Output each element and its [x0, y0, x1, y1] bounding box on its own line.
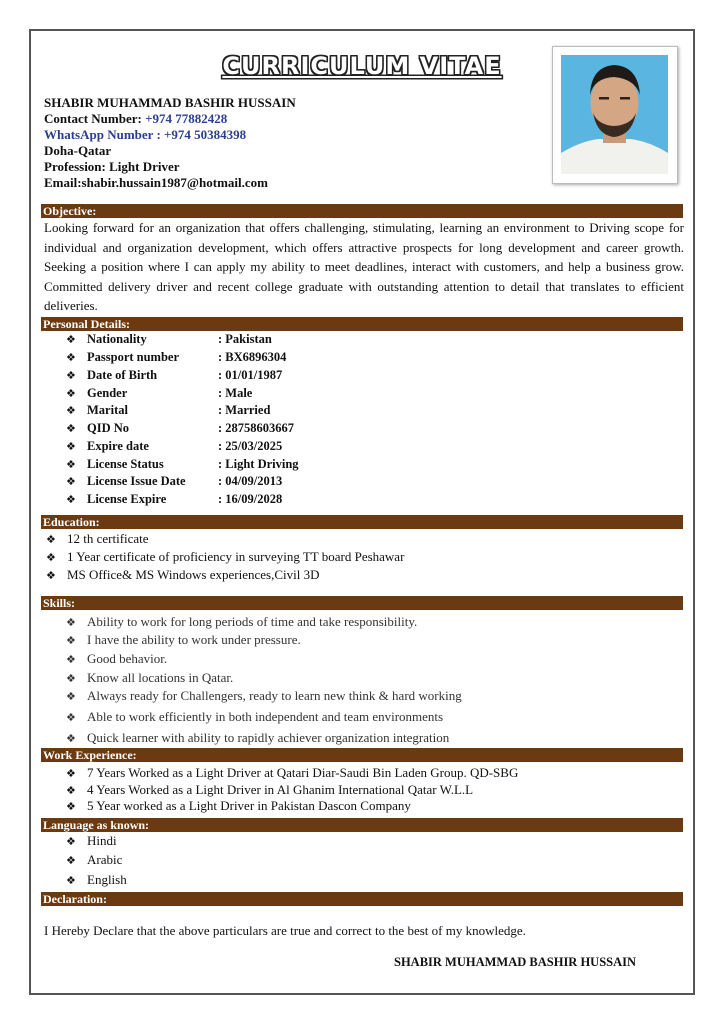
bullet-icon: ❖	[66, 387, 76, 400]
skill-item	[66, 729, 450, 747]
bullet-icon: ❖	[46, 533, 56, 546]
list-item-text: Quick learner with ability to rapidly achiever organization integration	[87, 730, 450, 745]
detail-value: : Light Driving	[218, 457, 299, 471]
bullet-icon: ❖	[66, 440, 76, 453]
section-header-declaration: Declaration:	[41, 892, 683, 906]
education-item	[46, 566, 320, 584]
full-name: SHABIR MUHAMMAD BASHIR HUSSAIN	[44, 95, 296, 110]
profile-photo	[561, 55, 668, 174]
detail-key: Nationality	[87, 332, 147, 346]
bullet-icon: ❖	[66, 835, 76, 848]
section-header-objective: Objective:	[41, 204, 683, 218]
signature-name: SHABIR MUHAMMAD BASHIR HUSSAIN	[394, 955, 637, 969]
language-item	[66, 871, 127, 889]
education-item	[46, 548, 405, 566]
work-item	[66, 764, 519, 782]
personal-detail-row	[66, 330, 272, 348]
contact-block	[44, 95, 296, 191]
personal-detail-row	[66, 472, 283, 490]
phone-link[interactable]: +974 77882428	[145, 111, 228, 126]
bullet-icon: ❖	[66, 784, 76, 797]
work-item	[66, 797, 411, 815]
personal-detail-row	[66, 419, 295, 437]
bullet-icon: ❖	[66, 475, 76, 488]
list-item-text: Hindi	[87, 833, 117, 848]
bullet-icon: ❖	[66, 458, 76, 471]
list-item-text: 4 Years Worked as a Light Driver in Al Ghanim International Qatar W.L.L	[87, 782, 474, 797]
profession: Profession: Light Driver	[44, 159, 180, 174]
bullet-icon: ❖	[66, 732, 76, 745]
skill-item	[66, 650, 168, 668]
bullet-icon: ❖	[66, 634, 76, 647]
detail-key: Date of Birth	[87, 368, 158, 382]
list-item-text: MS Office& MS Windows experiences,Civil 3D	[67, 567, 320, 582]
personal-detail-row	[66, 348, 287, 366]
personal-detail-row	[66, 384, 253, 402]
list-item-text: 12 th certificate	[67, 531, 149, 546]
detail-value: : Male	[218, 386, 253, 400]
detail-value: : 01/01/1987	[218, 368, 283, 382]
objective-text: Looking forward for an organization that offers challenging, stimulating, learning an environment to Driving scope for individual and organization development, which offers attractive prospects for long development and career growth. Seeking a position where I can apply my ability to meet deadlines, interact with customers, and help a business grow. Committed delivery driver and recent college graduate with outstanding attention to detail that translates to efficient deliveries.	[44, 220, 684, 313]
detail-key: Marital	[87, 403, 128, 417]
detail-value: : 28758603667	[218, 421, 295, 435]
detail-key: License Status	[87, 457, 164, 471]
location: Doha-Qatar	[44, 143, 112, 158]
bullet-icon: ❖	[66, 333, 76, 346]
list-item-text: 5 Year worked as a Light Driver in Pakistan Dascon Company	[87, 798, 411, 813]
whatsapp-number[interactable]: WhatsApp Number : +974 50384398	[44, 127, 247, 142]
list-item-text: Arabic	[87, 852, 123, 867]
bullet-icon: ❖	[66, 711, 76, 724]
detail-key: Expire date	[87, 439, 149, 453]
personal-detail-row	[66, 490, 283, 508]
detail-value: : Married	[218, 403, 271, 417]
language-item	[66, 832, 117, 850]
bullet-icon: ❖	[66, 854, 76, 867]
bullet-icon: ❖	[66, 690, 76, 703]
list-item-text: 7 Years Worked as a Light Driver at Qatari Diar-Saudi Bin Laden Group. QD-SBG	[87, 765, 519, 780]
personal-detail-row	[66, 455, 299, 473]
section-header-education: Education:	[41, 515, 683, 529]
document-title: CURRICULUM VITAE	[222, 52, 502, 80]
bullet-icon: ❖	[66, 404, 76, 417]
skill-item	[66, 708, 444, 726]
language-item	[66, 851, 123, 869]
detail-key: Passport number	[87, 350, 180, 364]
skill-item	[66, 613, 418, 631]
bullet-icon: ❖	[66, 422, 76, 435]
declaration-text: I Hereby Declare that the above particulars are true and correct to the best of my knowledge.	[44, 923, 526, 938]
skill-item	[66, 687, 462, 705]
bullet-icon: ❖	[66, 767, 76, 780]
list-item-text: Always ready for Challengers, ready to learn new think & hard working	[87, 688, 462, 703]
detail-key: QID No	[87, 421, 130, 435]
skill-item	[66, 669, 234, 687]
bullet-icon: ❖	[66, 493, 76, 506]
skill-item	[66, 631, 301, 649]
personal-detail-row	[66, 401, 271, 419]
list-item-text: Know all locations in Qatar.	[87, 670, 234, 685]
profile-photo-frame	[552, 46, 678, 184]
bullet-icon: ❖	[46, 551, 56, 564]
contact-number: Contact Number: +974 77882428	[44, 111, 228, 126]
detail-key: License Issue Date	[87, 474, 186, 488]
section-header-personal-details: Personal Details:	[41, 317, 683, 331]
bullet-icon: ❖	[66, 672, 76, 685]
detail-value: : 25/03/2025	[218, 439, 283, 453]
detail-value: : Pakistan	[218, 332, 272, 346]
list-item-text: Good behavior.	[87, 651, 168, 666]
list-item-text: I have the ability to work under pressure.	[87, 632, 301, 647]
section-header-language: Language as known:	[41, 818, 683, 832]
bullet-icon: ❖	[66, 800, 76, 813]
list-item-text: Ability to work for long periods of time and take responsibility.	[87, 614, 418, 629]
section-header-work-experience: Work Experience:	[41, 748, 683, 762]
bullet-icon: ❖	[66, 653, 76, 666]
bullet-icon: ❖	[66, 351, 76, 364]
detail-key: License Expire	[87, 492, 167, 506]
detail-key: Gender	[87, 386, 128, 400]
bullet-icon: ❖	[46, 569, 56, 582]
detail-value: : BX6896304	[218, 350, 287, 364]
list-item-text: English	[87, 872, 127, 887]
section-header-skills: Skills:	[41, 596, 683, 610]
email[interactable]: Email:shabir.hussain1987@hotmail.com	[44, 175, 268, 190]
bullet-icon: ❖	[66, 616, 76, 629]
bullet-icon: ❖	[66, 874, 76, 887]
detail-value: : 16/09/2028	[218, 492, 283, 506]
detail-value: : 04/09/2013	[218, 474, 283, 488]
bullet-icon: ❖	[66, 369, 76, 382]
list-item-text: 1 Year certificate of proficiency in surveying TT board Peshawar	[67, 549, 405, 564]
personal-detail-row	[66, 366, 283, 384]
education-item	[46, 530, 149, 548]
list-item-text: Able to work efficiently in both independent and team environments	[87, 709, 444, 724]
personal-detail-row	[66, 437, 283, 455]
